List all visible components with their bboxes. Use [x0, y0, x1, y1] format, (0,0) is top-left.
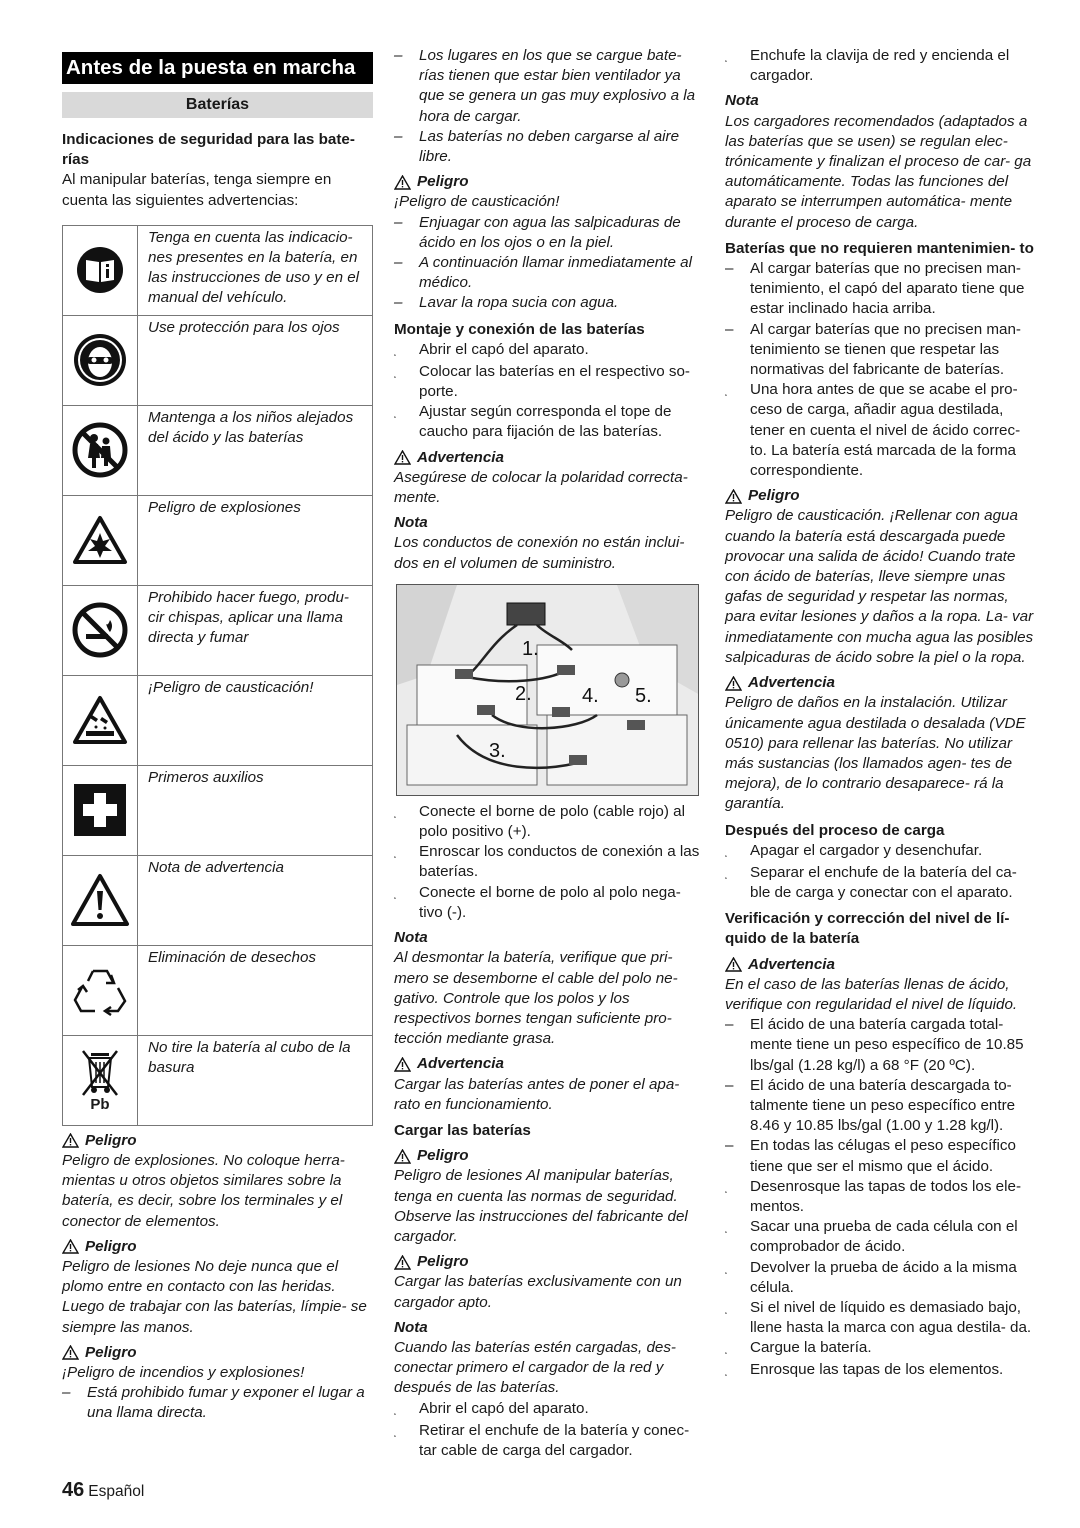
symbol-row: [63, 1035, 373, 1125]
step-text: Desenrosque las tapas de todos los ele- mentos.: [750, 1177, 1022, 1215]
peligro-lesiones: Peligro de lesiones No deje nunca que el plomo entre en contacto con las heridas. Luego de trabajar con las baterías, límpie- se siempre las manos.: [62, 1258, 367, 1336]
step-marker: ˛: [725, 868, 728, 879]
step-item: [725, 841, 1037, 863]
warning-triangle-icon: [62, 1133, 79, 1148]
page-footer: [62, 1480, 144, 1502]
warning-triangle-icon: [62, 1239, 79, 1254]
advertencia-text: Advertencia: [417, 448, 504, 466]
step-text: Devolver la prueba de ácido a la misma célula.: [750, 1258, 1017, 1296]
peligro-incendios: ¡Peligro de incendios y explosiones!: [62, 1364, 305, 1382]
symbol-row: [63, 405, 373, 495]
dash-marker: –: [394, 127, 403, 145]
list-item: [725, 259, 1037, 320]
peligro-text: Peligro: [417, 173, 469, 191]
dash-marker: –: [394, 254, 403, 272]
step-item: [725, 1298, 1037, 1338]
nota-label: Nota: [725, 92, 759, 110]
step-item: [725, 46, 1037, 86]
step-item: [394, 842, 702, 882]
list-item: [394, 213, 702, 253]
list-item-text: Los lugares en los que se cargue bate- rías tienen que estar bien ventilador ya que se genera un gas muy explosivo a la hora de cargar.: [419, 47, 696, 125]
list-item: [725, 320, 1037, 381]
corrosive-warning-icon: [63, 675, 138, 765]
no-fire-smoking-icon: [63, 585, 138, 675]
list-item-text: Está prohibido fumar y exponer el lugar a una llama directa.: [87, 1384, 365, 1422]
peligro-text: Peligro: [85, 1343, 137, 1361]
page-language: Español: [88, 1483, 145, 1500]
dash-marker: –: [394, 294, 403, 312]
peligro-text: Peligro: [85, 1237, 137, 1255]
safety-intro: Al manipular baterías, tenga siempre en cuenta las siguientes advertencias:: [62, 171, 332, 209]
step-marker: ˛: [394, 367, 397, 378]
step-text: Abrir el capó del aparato.: [419, 340, 589, 358]
dash-marker: –: [394, 47, 403, 64]
dash-marker: –: [725, 260, 734, 278]
step-marker: ˛: [394, 1404, 397, 1415]
book-info-icon: [63, 225, 138, 315]
dash-marker: –: [725, 1076, 734, 1094]
list-item-text: El ácido de una batería cargada total- mente tiene un peso específico de 10.85 lbs/gal (1.28 kg/l) a 68 °F (20 ºC).: [750, 1016, 1024, 1074]
step-item: [725, 1258, 1037, 1298]
step-item: [725, 1177, 1037, 1217]
step-text: Enchufe la clavija de red y encienda el cargador.: [750, 47, 1010, 85]
nota-desmontar: Al desmontar la batería, verifique que pri- mero se desemborne el cable del polo ne- gativo. Controle que los polos y los respectivos bornes tengan suficiente pro- tección mediante grasa.: [394, 949, 678, 1048]
figure-label: 4.: [582, 684, 599, 707]
advertencia-text: Advertencia: [748, 674, 835, 692]
peligro-label: [62, 1343, 373, 1363]
peligro-text: Peligro: [748, 487, 800, 505]
list-item-text: A continuación llamar inmediatamente al médico.: [419, 254, 692, 292]
list-item-text: Lavar la ropa sucia con agua.: [419, 294, 619, 312]
step-text: Separar el enchufe de la batería del ca- ble de carga y conectar con el aparato.: [750, 863, 1017, 901]
step-text: Abrir el capó del aparato.: [419, 1399, 589, 1417]
nota-desconectar: Cuando las baterías estén cargadas, des- conectar primero el cargador de la red y después de las baterías.: [394, 1338, 676, 1397]
figure-label: 2.: [515, 682, 532, 705]
step-item: [394, 402, 702, 442]
step-marker: ˛: [725, 1344, 728, 1355]
keep-children-away-icon: [63, 405, 138, 495]
step-text: Apagar el cargador y desenchufar.: [750, 841, 983, 859]
symbol-row: [63, 585, 373, 675]
dash-marker: –: [725, 1016, 734, 1034]
column-2: [394, 46, 702, 1461]
list-item: [725, 1015, 1037, 1076]
warning-triangle-icon: [62, 1345, 79, 1360]
nota-label: Nota: [394, 929, 428, 947]
nota-label: Nota: [394, 514, 428, 532]
warning-triangle-icon: [725, 957, 742, 972]
nota-conductos: Los conductos de conexión no están inclui- dos en el volumen de suministro.: [394, 534, 685, 572]
advertencia-label: [394, 448, 702, 468]
section-title: Antes de la puesta en marcha: [62, 52, 373, 84]
bin-icon-label: Pb: [90, 1096, 110, 1114]
warning-exclamation-icon: [63, 855, 138, 945]
peligro-label: [62, 1131, 373, 1151]
montaje-heading: Montaje y conexión de las baterías: [394, 320, 645, 338]
figure-label: 5.: [635, 684, 652, 707]
list-item: [394, 293, 702, 313]
peligro-text: Peligro: [417, 1253, 469, 1271]
step-marker: ˛: [394, 345, 397, 356]
step-item: [394, 340, 702, 362]
step-item: [725, 1217, 1037, 1257]
symbol-text: Tenga en cuenta las indicacio- nes presentes en la batería, en las instrucciones de uso y en el manual del vehículo.: [138, 225, 373, 315]
peligro-label: [394, 1146, 702, 1166]
step-marker: ˛: [725, 1366, 728, 1377]
figure-label: 3.: [489, 739, 506, 762]
step-text: Retirar el enchufe de la batería y conec- tar cable de carga del cargador.: [419, 1421, 690, 1459]
explosion-warning-icon: [63, 495, 138, 585]
step-text: Conecte el borne de polo al polo nega- tivo (-).: [419, 883, 681, 921]
step-item: [394, 362, 702, 402]
nota-label: Nota: [394, 1318, 428, 1336]
safety-symbol-table: [62, 225, 373, 1126]
list-item-text: Al cargar baterías que no precisen man- tenimiento, el capó del aparato tiene que estar inclinado hacia arriba.: [750, 260, 1025, 318]
step-marker: ˛: [725, 52, 728, 62]
step-marker: ˛: [725, 1263, 728, 1274]
step-marker: ˛: [725, 846, 728, 857]
list-item: [394, 127, 702, 167]
advertencia-label: [725, 955, 1037, 975]
list-item: [394, 253, 702, 293]
step-item: [394, 1399, 702, 1421]
cargar-heading: Cargar las baterías: [394, 1121, 531, 1139]
symbol-row: [63, 765, 373, 855]
symbol-text: Prohibido hacer fuego, produ- cir chispas, aplicar una llama directa y fumar: [138, 585, 373, 675]
step-item: [394, 1421, 702, 1461]
verificacion-heading: Verificación y corrección del nivel de lí- quido de la batería: [725, 910, 1010, 948]
symbol-text: No tire la batería al cubo de la basura: [138, 1035, 373, 1125]
warning-triangle-icon: [394, 1057, 411, 1072]
dash-marker: –: [725, 320, 734, 338]
symbol-text: Peligro de explosiones: [138, 495, 373, 585]
advertencia-nivel: En el caso de las baterías llenas de ácido, verifique con regularidad el nivel de líquido.: [725, 975, 1018, 1013]
symbol-text: Use protección para los ojos: [138, 315, 373, 405]
peligro-label: [62, 1237, 373, 1257]
step-item: [725, 863, 1037, 903]
advertencia-label: [725, 673, 1037, 693]
battery-connection-figure: [396, 584, 699, 796]
list-item-text: Enjuagar con agua las salpicaduras de ácido en los ojos o en la piel.: [419, 213, 681, 251]
dash-marker: –: [394, 213, 403, 231]
symbol-row: [63, 945, 373, 1035]
advertencia-polaridad: Asegúrese de colocar la polaridad correcta- mente.: [394, 468, 688, 507]
warning-triangle-icon: [725, 676, 742, 691]
safety-heading: Indicaciones de seguridad para las bate- rías: [62, 131, 355, 169]
warning-triangle-icon: [725, 489, 742, 504]
figure-label: 1.: [522, 637, 539, 660]
step-item: [725, 1338, 1037, 1360]
step-marker: ˛: [394, 807, 397, 818]
advertencia-danos: Peligro de daños en la instalación. Utilizar únicamente agua destilada o desalada (VDE 0510) para rellenar las baterías. No utilizar más sustancias (los llamados agen- tes de mejora), de lo contrario desaparece- rá la garantía.: [725, 694, 1026, 813]
list-item: [725, 1136, 1037, 1176]
warning-triangle-icon: [394, 175, 411, 190]
peligro-explosiones: Peligro de explosiones. No coloque herra- mientas u otros objetos similares sobre la batería, es decir, sobre los terminales y el conector de elementos.: [62, 1152, 345, 1230]
peligro-label: [394, 1252, 702, 1272]
step-marker: ˛: [394, 848, 397, 859]
sin-mantenimiento-heading: Baterías que no requieren mantenimien- to: [725, 239, 1034, 257]
list-item-text: En todas las célugas el peso específico tiene que ser el mismo que el ácido.: [750, 1137, 1016, 1175]
peligro-cargador-apto: Cargar las baterías exclusivamente con un cargador apto.: [394, 1273, 682, 1311]
peligro-causticacion: ¡Peligro de causticación!: [394, 193, 560, 211]
symbol-text: Eliminación de desechos: [138, 945, 373, 1035]
advertencia-text: Advertencia: [417, 1055, 504, 1073]
list-item-text: Al cargar baterías que no precisen man- tenimiento se tienen que respetar las normativas del fabricante de baterías.: [750, 320, 1021, 379]
despues-heading: Después del proceso de carga: [725, 821, 945, 839]
step-text: Ajustar según corresponda el tope de caucho para fijación de las baterías.: [419, 403, 672, 441]
list-item: [725, 1076, 1037, 1137]
advertencia-cargar: Cargar las baterías antes de poner el apa- rato en funcionamiento.: [394, 1075, 680, 1113]
symbol-row: [63, 675, 373, 765]
symbol-row: [63, 495, 373, 585]
first-aid-icon: [63, 765, 138, 855]
step-marker: ˛: [725, 1223, 728, 1234]
step-item: [394, 883, 702, 923]
step-marker: ˛: [394, 408, 397, 419]
symbol-text: ¡Peligro de causticación!: [138, 675, 373, 765]
step-text: Cargue la batería.: [750, 1339, 872, 1357]
step-text: Una hora antes de que se acabe el pro- ceso de carga, añadir agua destilada, tener en cuenta el nivel de ácido correc- to. La batería está marcada de la forma correspondiente.: [750, 381, 1021, 480]
symbol-text: Mantenga a los niños alejados del ácido y las baterías: [138, 405, 373, 495]
list-item: [394, 46, 702, 127]
recycling-icon: [63, 945, 138, 1035]
symbol-row: [63, 315, 373, 405]
peligro-text: Peligro: [417, 1147, 469, 1165]
warning-triangle-icon: [394, 1255, 411, 1270]
symbol-row: [63, 855, 373, 945]
step-item: [394, 802, 702, 842]
crossed-bin-icon: [63, 1035, 138, 1125]
step-item: [725, 1360, 1037, 1382]
step-marker: ˛: [725, 1182, 728, 1193]
symbol-text: Nota de advertencia: [138, 855, 373, 945]
peligro-label: [394, 172, 702, 192]
step-text: Enroscar los conductos de conexión a las baterías.: [419, 843, 700, 881]
list-item-text: El ácido de una batería descargada to- talmente tiene un peso específico entre 8.46 y 10.85 lbs/gal (1.00 y 1.28 kg/l).: [750, 1076, 1016, 1135]
column-3: [725, 46, 1037, 1382]
symbol-row: [63, 225, 373, 315]
step-text: Enrosque las tapas de los elementos.: [750, 1361, 1004, 1379]
step-text: Si el nivel de líquido es demasiado bajo, llene hasta la marca con agua destila- da.: [750, 1298, 1032, 1337]
step-marker: ˛: [725, 1303, 728, 1314]
step-text: Sacar una prueba de cada célula con el comprobador de ácido.: [750, 1218, 1018, 1256]
step-text: Conecte el borne de polo (cable rojo) al polo positivo (+).: [419, 802, 685, 841]
peligro-label: [725, 486, 1037, 506]
peligro-lesiones-cargar: Peligro de lesiones Al manipular baterías, tenga en cuenta las normas de seguridad. Observe las instrucciones del fabricante del cargador.: [394, 1167, 688, 1245]
peligro-causticacion-rellenar: Peligro de causticación. ¡Rellenar con agua cuando la batería está descargada puede provocar una salida de ácido! Cuando trate con ácido de baterías, lleve siempre unas gafas de seguridad y respetar las normas, para evitar lesiones y daños a la ropa. La- var inmediatamente con mucha agua las posibles salpicaduras de ácido sobre la piel o la ropa.: [725, 507, 1034, 666]
step-marker: ˛: [725, 386, 728, 397]
step-marker: ˛: [394, 888, 397, 899]
list-item: [62, 1383, 373, 1423]
peligro-text: Peligro: [85, 1131, 137, 1149]
advertencia-label: [394, 1054, 702, 1074]
step-item: [725, 380, 1037, 481]
warning-triangle-icon: [394, 1149, 411, 1164]
step-marker: ˛: [394, 1426, 397, 1437]
dash-marker: –: [62, 1384, 71, 1402]
advertencia-text: Advertencia: [748, 955, 835, 973]
step-text: Colocar las baterías en el respectivo so- porte.: [419, 362, 690, 401]
subsection-title: Baterías: [62, 92, 373, 118]
nota-cargadores: Los cargadores recomendados (adaptados a las baterías que se usen) se regulan elec- trónicamente y finalizan el proceso de car- ga automáticamente. Todas las funciones del aparato se interrumpen automática- mente durante el proceso de carga.: [725, 112, 1032, 231]
symbol-text: Primeros auxilios: [138, 765, 373, 855]
page-number: 46: [62, 1479, 85, 1501]
dash-marker: –: [725, 1137, 734, 1155]
eye-protection-icon: [63, 315, 138, 405]
column-1: [62, 46, 373, 1424]
warning-triangle-icon: [394, 450, 411, 465]
list-item-text: Las baterías no deben cargarse al aire libre.: [419, 127, 680, 166]
